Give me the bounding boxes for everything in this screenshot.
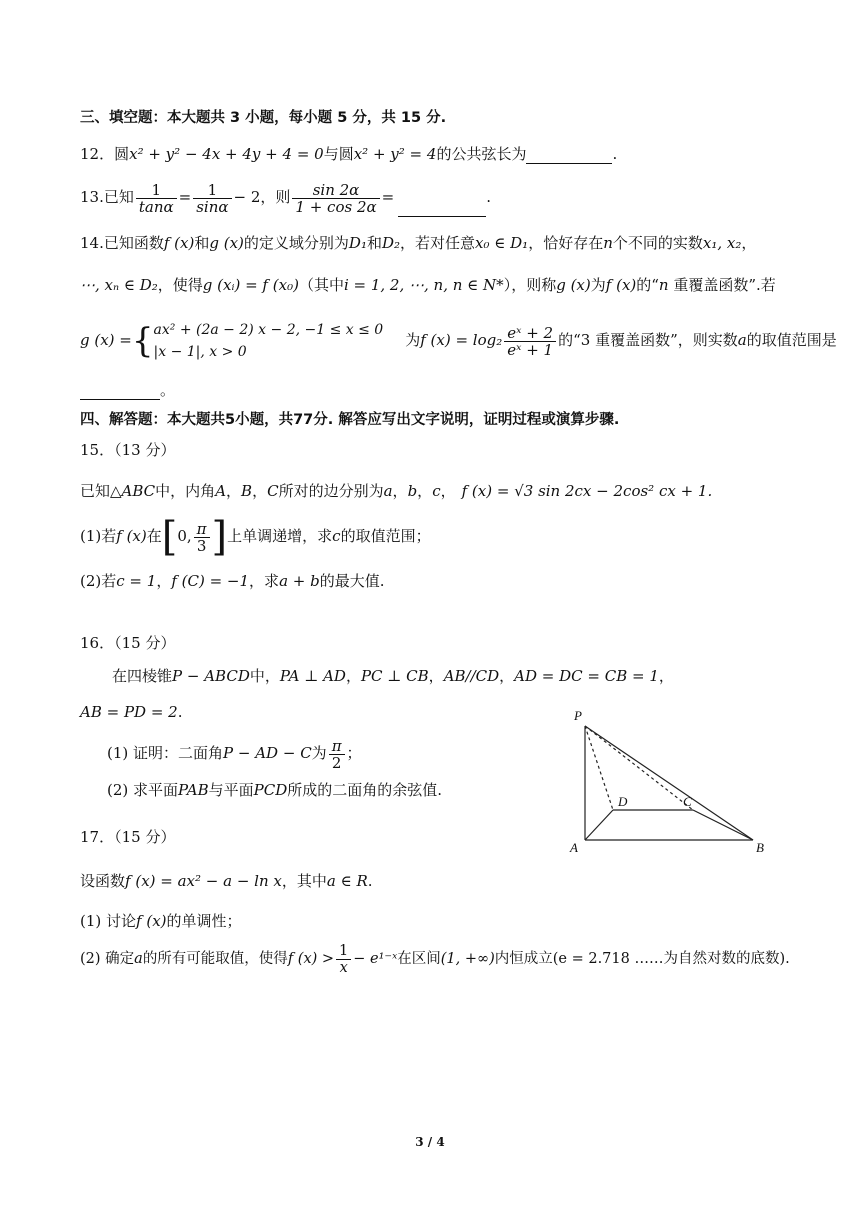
q16-p1-frac bbox=[329, 738, 345, 771]
q15-part1 bbox=[80, 514, 431, 560]
q15-p1-c: c bbox=[332, 527, 341, 545]
q14-fx: f (x) bbox=[163, 234, 195, 252]
frac-num: 1 bbox=[136, 182, 177, 199]
q12-circle1-eq: x² + y² − 4x + 4y + 4 = 0 bbox=[129, 145, 324, 163]
q15-b: b bbox=[407, 482, 418, 500]
frac-num: eˣ + 2 bbox=[504, 325, 556, 342]
q17-p2-text: 在区间 bbox=[397, 951, 441, 967]
q13-end: . bbox=[486, 188, 491, 206]
label-P: P bbox=[574, 708, 582, 723]
q16-text: 在四棱锥 bbox=[112, 667, 173, 685]
q14-a: a bbox=[737, 331, 747, 349]
q14-index: i = 1, 2, ⋯, n, n ∈ N* bbox=[343, 276, 504, 294]
q16-sep: ， bbox=[345, 667, 361, 685]
q17-p2-exp: − e¹⁻ˣ bbox=[353, 951, 398, 967]
q16-cond2: PC ⊥ CB bbox=[360, 667, 429, 685]
q14-gx: g (x) bbox=[209, 234, 244, 252]
q12-number: 12． bbox=[80, 145, 115, 163]
question-13 bbox=[80, 177, 491, 217]
q17-p1-text: 的单调性； bbox=[166, 912, 242, 930]
q13-frac1 bbox=[136, 182, 177, 215]
q12-end: . bbox=[612, 145, 618, 163]
q17-part2 bbox=[80, 939, 790, 979]
q14-text: 的取值范围是 bbox=[746, 331, 837, 349]
q15-sep: ， bbox=[417, 482, 433, 500]
q17-part1 bbox=[80, 911, 242, 931]
q14-text: （其中 bbox=[298, 276, 344, 294]
frac-den: 3 bbox=[196, 536, 207, 555]
q14-end: 。 bbox=[160, 381, 176, 399]
q15-p1-text: 的取值范围； bbox=[340, 527, 431, 545]
q15-stem bbox=[80, 481, 712, 501]
q16-end: . bbox=[177, 703, 183, 721]
q13-text: 已知 bbox=[103, 188, 134, 206]
q16-sep: ， bbox=[499, 667, 515, 685]
q15-p1-text: 在 bbox=[146, 527, 162, 545]
section3-title: 三、填空题：本大题共 3 小题，每小题 5 分，共 15 分. bbox=[80, 110, 447, 126]
q15-p2-f: f (C) = −1 bbox=[171, 572, 250, 590]
q17-p1-text: (1) 讨论 bbox=[80, 912, 137, 930]
frac-den: 2 bbox=[331, 753, 342, 772]
question-14-line2 bbox=[80, 275, 776, 295]
q15-abc: ABC bbox=[121, 482, 156, 500]
q15-p1-text: (1)若 bbox=[80, 527, 117, 545]
q15-p2-text: 的最大值. bbox=[319, 572, 385, 590]
q17-text: 设函数 bbox=[80, 872, 126, 890]
q16-part2 bbox=[107, 780, 442, 800]
q16-part1 bbox=[107, 733, 362, 773]
q16-p2-text: 与平面 bbox=[208, 781, 254, 799]
q15-c: c bbox=[432, 482, 441, 500]
section4-title: 四、解答题：本大题共5小题，共77分. 解答应写出文字说明，证明过程或演算步骤. bbox=[80, 412, 620, 428]
q15-C: C bbox=[267, 482, 279, 500]
q14-gdef: g (x) = bbox=[80, 331, 132, 349]
q15-p1-f: f (x) bbox=[116, 527, 147, 545]
q17-p2-text: 的所有可能取值，使得 bbox=[142, 951, 288, 967]
q14-text: 重覆盖函数”.若 bbox=[668, 276, 776, 294]
q14-answer-blank bbox=[80, 385, 160, 400]
q14-flog: f (x) = log₂ bbox=[420, 331, 503, 349]
q13-answer-blank bbox=[398, 200, 486, 217]
q15-sep: ， bbox=[252, 482, 268, 500]
q15-text: 所对的边分别为 bbox=[278, 482, 384, 500]
q12-answer-blank bbox=[526, 147, 612, 164]
q14-text: ），则称 bbox=[503, 276, 557, 294]
q14-text: 和 bbox=[366, 234, 382, 252]
q15-header: 15．（13 分） bbox=[80, 441, 176, 459]
q14-text: ，使得 bbox=[157, 276, 203, 294]
q12-text: 圆 bbox=[114, 145, 130, 163]
q14-n: n bbox=[603, 234, 613, 252]
q15-p2-ab: a + b bbox=[279, 572, 320, 590]
q14-n: n bbox=[658, 276, 669, 294]
frac-num: π bbox=[194, 521, 210, 538]
q14-text: 和 bbox=[194, 234, 210, 252]
q16-cond3: AB//CD bbox=[443, 667, 500, 685]
q17-p2-interval: (1, +∞) bbox=[440, 951, 495, 967]
q17-text: ，其中 bbox=[281, 872, 327, 890]
q14-text: ，恰好存在 bbox=[528, 234, 604, 252]
q15-p2-c: c = 1 bbox=[116, 572, 157, 590]
q14-x0: x₀ ∈ D₁ bbox=[475, 234, 529, 252]
interval-left: 0, bbox=[177, 527, 192, 545]
frac-den: 1 + cos 2α bbox=[295, 197, 377, 216]
q17-p2-frac bbox=[336, 943, 351, 976]
q12-circle2-eq: x² + y² = 4 bbox=[353, 145, 437, 163]
q14-cases bbox=[154, 319, 384, 363]
q17-stem bbox=[80, 871, 373, 891]
q15-fdef: f (x) = √3 sin 2cx − 2cos² cx + 1. bbox=[461, 482, 713, 500]
q16-p1-text: ； bbox=[346, 744, 362, 762]
q15-part2 bbox=[80, 571, 385, 591]
q16-cond5: AB = PD = 2 bbox=[80, 703, 178, 721]
q14-text: 14.已知函数 bbox=[80, 234, 164, 252]
frac-den: eˣ + 1 bbox=[507, 340, 554, 359]
q17-p2-note: (e = 2.718 ……为自然对数的底数). bbox=[552, 951, 790, 967]
q16-p1-text: 为 bbox=[311, 744, 327, 762]
question-14-line1 bbox=[80, 233, 756, 253]
q15-text: 中，内角 bbox=[155, 482, 216, 500]
label-C: C bbox=[683, 794, 692, 809]
q16-p2-text: (2) 求平面 bbox=[107, 781, 179, 799]
label-D: D bbox=[618, 794, 628, 809]
frac-den: x bbox=[339, 959, 348, 976]
bracket-right: ] bbox=[211, 514, 228, 560]
q15-sep: ， bbox=[440, 482, 456, 500]
q16-header: 16．（15 分） bbox=[80, 634, 176, 652]
q16-plane2: PCD bbox=[253, 781, 288, 799]
frac-num: 1 bbox=[336, 943, 351, 960]
q14-text: 的“3 重覆盖函数”，则实数 bbox=[558, 331, 738, 349]
q17-aR: a ∈ R bbox=[326, 872, 368, 890]
q14-text: 为 bbox=[590, 276, 606, 294]
page-number: 3 / 4 bbox=[415, 1135, 445, 1149]
question-14-line3 bbox=[80, 318, 837, 363]
q14-fx: f (x) bbox=[605, 276, 637, 294]
q14-text: 为 bbox=[405, 331, 421, 349]
q16-p1-text: (1) 证明：二面角 bbox=[107, 744, 224, 762]
frac-num: π bbox=[329, 738, 345, 755]
case-1: ax² + (2a − 2) x − 2, −1 ≤ x ≤ 0 bbox=[153, 322, 384, 338]
q14-xn: ⋯, xₙ ∈ D₂ bbox=[80, 276, 158, 294]
frac-num: 1 bbox=[193, 182, 231, 199]
q16-p1-angle: P − AD − C bbox=[223, 744, 312, 762]
q15-sep: ， bbox=[226, 482, 242, 500]
q15-p1-text: 上单调递增，求 bbox=[227, 527, 333, 545]
q13-frac2 bbox=[193, 182, 231, 215]
q16-cond4: AD = DC = CB = 1 bbox=[514, 667, 659, 685]
q15-p2-text: ，求 bbox=[249, 572, 280, 590]
q16-sep: ， bbox=[428, 667, 444, 685]
frac-den: tanα bbox=[138, 197, 174, 216]
q14-text: 个不同的实数 bbox=[612, 234, 703, 252]
q14-comma: ， bbox=[741, 234, 757, 252]
q17-end: . bbox=[367, 872, 373, 890]
q17-p2-a: a bbox=[134, 951, 143, 967]
q15-text: 已知△ bbox=[80, 482, 122, 500]
label-B: B bbox=[756, 840, 764, 855]
frac-den: sinα bbox=[196, 197, 229, 216]
q17-p1-f: f (x) bbox=[136, 912, 167, 930]
q17-p2-text: 内恒成立 bbox=[494, 951, 553, 967]
q14-gx: g (x) bbox=[556, 276, 591, 294]
q16-p2-text: 所成的二面角的余弦值. bbox=[287, 781, 443, 799]
q16-pyramid: P − ABCD bbox=[172, 667, 250, 685]
frac-num: sin 2α bbox=[292, 182, 379, 199]
q13-number: 13. bbox=[80, 188, 104, 206]
case-2: |x − 1|, x > 0 bbox=[153, 344, 247, 360]
q17-p2-f: f (x) > bbox=[287, 951, 335, 967]
q15-p1-frac bbox=[194, 521, 210, 554]
q13-frac3 bbox=[292, 182, 379, 215]
q14-d1: D₁ bbox=[348, 234, 367, 252]
q16-cond1: PA ⊥ AD bbox=[279, 667, 346, 685]
q16-text: 中， bbox=[249, 667, 280, 685]
q12-text-mid: 与圆 bbox=[323, 145, 354, 163]
question-14-answer bbox=[80, 380, 175, 400]
q14-log-frac bbox=[504, 325, 556, 358]
q14-text: 的定义域分别为 bbox=[243, 234, 349, 252]
q16-stem-line1 bbox=[112, 666, 674, 686]
q12-text-post: 的公共弦长为 bbox=[436, 145, 527, 163]
q15-p2-text: (2)若 bbox=[80, 572, 117, 590]
equals: = bbox=[178, 188, 192, 206]
q16-plane1: PAB bbox=[178, 781, 209, 799]
bracket-left: [ bbox=[161, 514, 178, 560]
brace: { bbox=[131, 321, 154, 361]
pyramid-figure bbox=[560, 700, 780, 860]
label-A: A bbox=[570, 840, 578, 855]
q17-fdef: f (x) = ax² − a − ln x bbox=[125, 872, 282, 890]
q14-gxi: g (xᵢ) = f (x₀) bbox=[202, 276, 299, 294]
q16-stem-line2 bbox=[80, 702, 183, 722]
q17-header: 17．（15 分） bbox=[80, 828, 176, 846]
q15-a: a bbox=[383, 482, 393, 500]
q15-sep: ， bbox=[392, 482, 408, 500]
q15-A: A bbox=[215, 482, 227, 500]
q15-B: B bbox=[241, 482, 253, 500]
q14-text: 的“ bbox=[636, 276, 659, 294]
q13-text-mid: − 2，则 bbox=[233, 188, 291, 206]
q17-p2-text: (2) 确定 bbox=[80, 951, 135, 967]
equals: = bbox=[381, 188, 395, 206]
q16-sep: ， bbox=[658, 667, 674, 685]
q14-d2: D₂ bbox=[381, 234, 401, 252]
q14-xs: x₁, x₂ bbox=[702, 234, 742, 252]
q15-p2-text: ， bbox=[156, 572, 172, 590]
question-12 bbox=[80, 144, 617, 164]
q14-text: ，若对任意 bbox=[400, 234, 476, 252]
